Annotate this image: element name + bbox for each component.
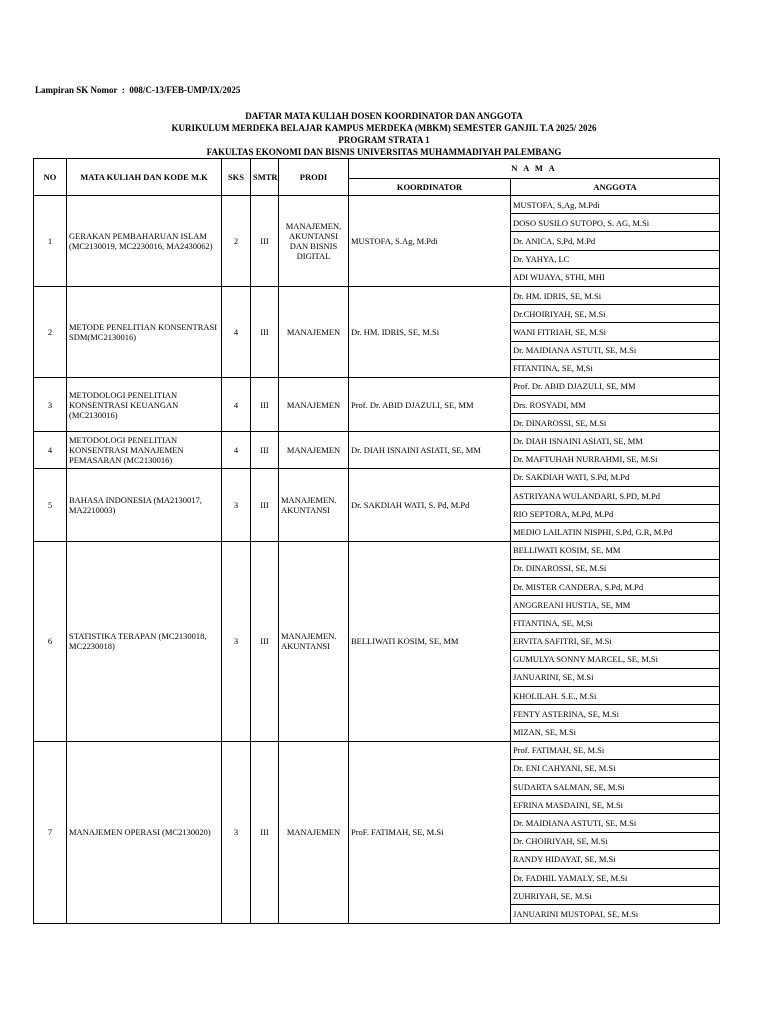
anggota-name: ZUHRIYAH, SE, M.Si (511, 887, 720, 905)
course-koordinator: BELLIWATI KOSIM, SE, MM (349, 541, 511, 741)
anggota-name: GUMULYA SONNY MARCEL, SE, M.Si (511, 650, 720, 668)
course-koordinator: ProF. FATIMAH, SE, M.Si (349, 741, 511, 923)
table-header-row-1 (34, 159, 720, 179)
table-row (34, 286, 720, 304)
anggota-name: ANGGREANI HUSTIA, SE, MM (511, 596, 720, 614)
course-semester: III (251, 377, 279, 432)
course-name-code: GERAKAN PEMBAHARUAN ISLAM (MC2130019, MC2230016, MA2430062) (67, 196, 222, 287)
anggota-name: MIZAN, SE, M.Si (511, 723, 720, 741)
course-semester: III (251, 286, 279, 377)
course-number: 2 (34, 286, 67, 377)
course-table (33, 158, 720, 924)
course-semester: III (251, 541, 279, 741)
course-number: 6 (34, 541, 67, 741)
anggota-name: FENTY ASTERINA, SE, M.Si (511, 705, 720, 723)
anggota-name: MUSTOFA, S,Ag, M.Pdi (511, 196, 720, 214)
anggota-name: Dr. MAFTUHAH NURRAHMI, SE, M.Si (511, 450, 720, 468)
document-title-block (0, 110, 768, 158)
table-row (34, 468, 720, 486)
course-prodi: MANAJEMEN. AKUNTANSI (279, 541, 349, 741)
course-table-body (34, 196, 720, 924)
header-koordinator: KOORDINATOR (349, 178, 511, 195)
course-prodi: MANAJEMEN. AKUNTANSI (279, 468, 349, 541)
course-koordinator: Dr. SAKDIAH WATI, S. Pd, M.Pd (349, 468, 511, 541)
course-semester: III (251, 432, 279, 468)
table-row (34, 541, 720, 559)
course-name-code: METODE PENELITIAN KONSENTRASI SDM(MC2130016) (67, 286, 222, 377)
anggota-name: JANUARINI MUSTOPAI, SE, M.Si (511, 905, 720, 923)
course-name-code: METODOLOGI PENELITIAN KONSENTRASI KEUANGAN (MC2130016) (67, 377, 222, 432)
course-koordinator: Prof. Dr. ABID DJAZULI, SE, MM (349, 377, 511, 432)
course-number: 4 (34, 432, 67, 468)
anggota-name: Dr. CHOIRIYAH, SE, M.Si (511, 832, 720, 850)
course-sks: 2 (222, 196, 251, 287)
anggota-name: Dr. SAKDIAH WATI, S.Pd, M.Pd (511, 468, 720, 486)
anggota-name: Prof. Dr. ABID DJAZULI, SE, MM (511, 377, 720, 395)
table-row (34, 196, 720, 214)
anggota-name: ASTRIYANA WULANDARI, S.PD, M.Pd (511, 487, 720, 505)
course-semester: III (251, 468, 279, 541)
course-koordinator: MUSTOFA, S.Ag, M.Pdi (349, 196, 511, 287)
lampiran-sk-nomor: Lampiran SK Nomor : 008/C-13/FEB-UMP/IX/2025 (35, 85, 241, 95)
anggota-name: WANI FITRIAH, SE, M.Si (511, 323, 720, 341)
table-row (34, 741, 720, 759)
course-prodi: MANAJEMEN (279, 286, 349, 377)
anggota-name: Dr. DIAH ISNAINI ASIATI, SE, MM (511, 432, 720, 450)
header-no: NO (34, 159, 67, 196)
anggota-name: RANDY HIDAYAT, SE, M.Si (511, 850, 720, 868)
course-name-code: METODOLOGI PENELITIAN KONSENTRASI MANAJEMEN PEMASARAN (MC2130016) (67, 432, 222, 468)
anggota-name: ADI WIJAYA, STHI, MHI (511, 268, 720, 286)
header-smtr: SMTR (251, 159, 279, 196)
anggota-name: Dr. MAIDIANA ASTUTI, SE, M.Si (511, 814, 720, 832)
anggota-name: Dr. MAIDIANA ASTUTI, SE, M.Si (511, 341, 720, 359)
course-name-code: MANAJEMEN OPERASI (MC2130020) (67, 741, 222, 923)
course-sks: 3 (222, 468, 251, 541)
anggota-name: FITANTINA, SE, M,Si (511, 359, 720, 377)
anggota-name: RIO SEPTORA, M.Pd, M.Pd (511, 505, 720, 523)
anggota-name: Dr. YAHYA, LC (511, 250, 720, 268)
course-number: 5 (34, 468, 67, 541)
anggota-name: SUDARTA SALMAN, SE, M.Si (511, 778, 720, 796)
anggota-name: Drs. ROSYADI, MM (511, 396, 720, 414)
anggota-name: Dr. DINAROSSI, SE, M.Si (511, 414, 720, 432)
course-prodi: MANAJEMEN, AKUNTANSI DAN BISNIS DIGITAL (279, 196, 349, 287)
course-prodi: MANAJEMEN (279, 741, 349, 923)
anggota-name: ERVITA SAFITRI, SE, M.Si (511, 632, 720, 650)
header-nama: N A M A (349, 159, 720, 179)
course-sks: 4 (222, 286, 251, 377)
header-mata-kuliah: MATA KULIAH DAN KODE M.K (67, 159, 222, 196)
course-semester: III (251, 741, 279, 923)
anggota-name: DOSO SUSILO SUTOPO, S. AG, M.Si (511, 214, 720, 232)
course-sks: 3 (222, 741, 251, 923)
course-name-code: STATISTIKA TERAPAN (MC2130018, MC2230018) (67, 541, 222, 741)
course-semester: III (251, 196, 279, 287)
table-row (34, 377, 720, 395)
title-line-1: DAFTAR MATA KULIAH DOSEN KOORDINATOR DAN ANGGOTA (245, 111, 523, 121)
anggota-name: JANUARINI, SE, M.Si (511, 668, 720, 686)
course-sks: 4 (222, 377, 251, 432)
anggota-name: Dr. DINAROSSI, SE, M.Si (511, 559, 720, 577)
title-line-4: FAKULTAS EKONOMI DAN BISNIS UNIVERSITAS MUHAMMADIYAH PALEMBANG (206, 147, 562, 157)
header-anggota: ANGGOTA (511, 178, 720, 195)
course-number: 3 (34, 377, 67, 432)
anggota-name: BELLIWATI KOSIM, SE, MM (511, 541, 720, 559)
anggota-name: Dr. ENI CAHYANI, SE, M.Si (511, 759, 720, 777)
header-sks: SKS (222, 159, 251, 196)
course-koordinator: Dr. DIAH ISNAINI ASIATI, SE, MM (349, 432, 511, 468)
anggota-name: Dr. ANICA, S,Pd, M.Pd (511, 232, 720, 250)
title-line-3: PROGRAM STRATA 1 (338, 135, 430, 145)
anggota-name: Dr. FADHIL YAMALY, SE, M.Si (511, 868, 720, 886)
header-prodi: PRODI (279, 159, 349, 196)
anggota-name: MEDIO LAILATIN NISPHI, S.Pd, G.R, M.Pd (511, 523, 720, 541)
course-name-code: BAHASA INDONESIA (MA2130017, MA2210003) (67, 468, 222, 541)
anggota-name: Dr.CHOIRIYAH, SE, M.Si (511, 305, 720, 323)
course-prodi: MANAJEMEN (279, 432, 349, 468)
course-number: 7 (34, 741, 67, 923)
anggota-name: Dr. HM. IDRIS, SE, M.Si (511, 286, 720, 304)
anggota-name: FITANTINA, SE, M,Si (511, 614, 720, 632)
table-row (34, 432, 720, 450)
course-koordinator: Dr. HM. IDRIS, SE, M.Si (349, 286, 511, 377)
anggota-name: Prof. FATIMAH, SE, M.Si (511, 741, 720, 759)
anggota-name: KHOLILAH. S.E., M.Si (511, 687, 720, 705)
course-sks: 4 (222, 432, 251, 468)
course-number: 1 (34, 196, 67, 287)
title-line-2: KURIKULUM MERDEKA BELAJAR KAMPUS MERDEKA (MBKM) SEMESTER GANJIL T.A 2025/ 2026 (171, 123, 597, 133)
anggota-name: EFRINA MASDAINI, SE, M.Si (511, 796, 720, 814)
course-sks: 3 (222, 541, 251, 741)
course-prodi: MANAJEMEN (279, 377, 349, 432)
anggota-name: Dr. MISTER CANDERA, S.Pd, M.Pd (511, 577, 720, 595)
